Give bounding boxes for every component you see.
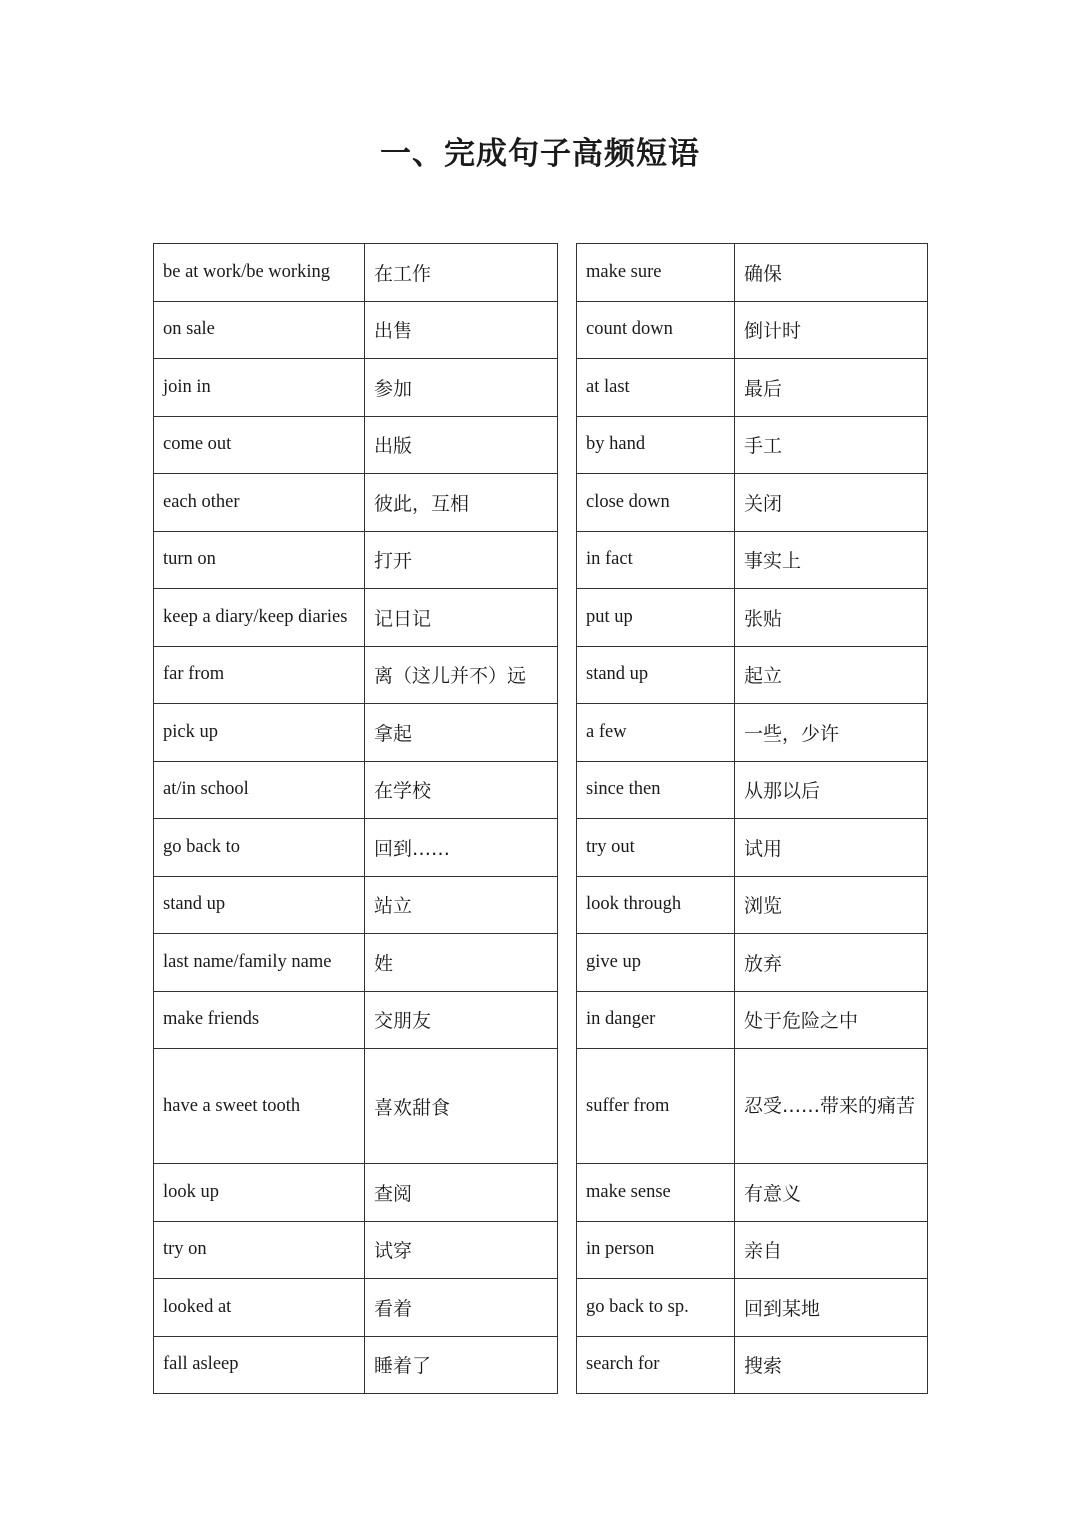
- table-row: [577, 1164, 928, 1222]
- phrase-english: join in: [154, 359, 365, 417]
- table-row: [154, 704, 558, 762]
- phrase-chinese: 起立: [735, 646, 928, 704]
- right-phrase-body: [577, 244, 928, 1394]
- phrase-english: at last: [577, 359, 735, 417]
- phrase-english: at/in school: [154, 761, 365, 819]
- phrase-english: be at work/be working: [154, 244, 365, 302]
- table-row: [577, 646, 928, 704]
- phrase-chinese: 放弃: [735, 934, 928, 992]
- phrase-chinese: 拿起: [365, 704, 558, 762]
- phrase-chinese: 交朋友: [365, 991, 558, 1049]
- left-phrase-body: [154, 244, 558, 1394]
- table-row: [577, 876, 928, 934]
- phrase-english: look up: [154, 1164, 365, 1222]
- phrase-english: fall asleep: [154, 1336, 365, 1394]
- table-row: [154, 301, 558, 359]
- left-phrase-table: [153, 243, 558, 1394]
- phrase-english: keep a diary/keep diaries: [154, 589, 365, 647]
- phrase-chinese: 张贴: [735, 589, 928, 647]
- phrase-english: search for: [577, 1336, 735, 1394]
- phrase-english: close down: [577, 474, 735, 532]
- phrase-chinese: 站立: [365, 876, 558, 934]
- phrase-english: looked at: [154, 1279, 365, 1337]
- table-row: [154, 1164, 558, 1222]
- table-row: [154, 876, 558, 934]
- phrase-english: by hand: [577, 416, 735, 474]
- phrase-english: go back to sp.: [577, 1279, 735, 1337]
- table-row: [577, 416, 928, 474]
- phrase-chinese: 参加: [365, 359, 558, 417]
- phrase-english: in fact: [577, 531, 735, 589]
- phrase-chinese: 处于危险之中: [735, 991, 928, 1049]
- table-row: [154, 991, 558, 1049]
- table-row: [577, 1336, 928, 1394]
- page-title: 一、完成句子高频短语: [380, 136, 700, 172]
- phrase-english: in danger: [577, 991, 735, 1049]
- phrase-chinese: 忍受……带来的痛苦: [735, 1049, 928, 1164]
- phrase-english: in person: [577, 1221, 735, 1279]
- phrase-english: make sense: [577, 1164, 735, 1222]
- table-row: [577, 934, 928, 992]
- phrase-chinese: 一些，少许: [735, 704, 928, 762]
- phrase-chinese: 查阅: [365, 1164, 558, 1222]
- phrase-english: give up: [577, 934, 735, 992]
- phrase-english: put up: [577, 589, 735, 647]
- table-row: [577, 244, 928, 302]
- phrase-english: go back to: [154, 819, 365, 877]
- phrase-english: look through: [577, 876, 735, 934]
- table-row: [577, 301, 928, 359]
- phrase-english: on sale: [154, 301, 365, 359]
- table-row: [577, 991, 928, 1049]
- phrase-english: last name/family name: [154, 934, 365, 992]
- phrase-chinese: 手工: [735, 416, 928, 474]
- phrase-chinese: 试用: [735, 819, 928, 877]
- table-row: [154, 819, 558, 877]
- table-row: [577, 704, 928, 762]
- phrase-chinese: 搜索: [735, 1336, 928, 1394]
- phrase-chinese: 离（这儿并不）远: [365, 646, 558, 704]
- phrase-english: a few: [577, 704, 735, 762]
- phrase-english: try on: [154, 1221, 365, 1279]
- phrase-english: each other: [154, 474, 365, 532]
- phrase-chinese: 最后: [735, 359, 928, 417]
- phrase-english: make friends: [154, 991, 365, 1049]
- phrase-english: since then: [577, 761, 735, 819]
- phrase-chinese: 亲自: [735, 1221, 928, 1279]
- phrase-chinese: 彼此，互相: [365, 474, 558, 532]
- phrase-chinese: 倒计时: [735, 301, 928, 359]
- phrase-english: stand up: [154, 876, 365, 934]
- phrase-chinese: 姓: [365, 934, 558, 992]
- table-row: [577, 1049, 928, 1164]
- phrase-chinese: 记日记: [365, 589, 558, 647]
- table-row: [577, 359, 928, 417]
- table-row: [577, 1221, 928, 1279]
- phrase-chinese: 回到某地: [735, 1279, 928, 1337]
- table-row: [577, 1279, 928, 1337]
- phrase-chinese: 看着: [365, 1279, 558, 1337]
- table-row: [154, 1049, 558, 1164]
- right-phrase-table: [576, 243, 928, 1394]
- phrase-english: try out: [577, 819, 735, 877]
- phrase-chinese: 在工作: [365, 244, 558, 302]
- table-row: [577, 819, 928, 877]
- phrase-chinese: 关闭: [735, 474, 928, 532]
- table-row: [154, 589, 558, 647]
- table-row: [577, 589, 928, 647]
- phrase-chinese: 回到……: [365, 819, 558, 877]
- phrase-chinese: 在学校: [365, 761, 558, 819]
- table-row: [154, 244, 558, 302]
- table-row: [577, 531, 928, 589]
- phrase-english: far from: [154, 646, 365, 704]
- phrase-chinese: 浏览: [735, 876, 928, 934]
- table-row: [154, 934, 558, 992]
- table-row: [154, 1221, 558, 1279]
- phrase-english: suffer from: [577, 1049, 735, 1164]
- phrase-chinese: 出售: [365, 301, 558, 359]
- table-row: [154, 474, 558, 532]
- phrase-chinese: 从那以后: [735, 761, 928, 819]
- phrase-english: count down: [577, 301, 735, 359]
- table-row: [154, 416, 558, 474]
- phrase-english: have a sweet tooth: [154, 1049, 365, 1164]
- table-row: [154, 761, 558, 819]
- phrase-english: stand up: [577, 646, 735, 704]
- phrase-chinese: 有意义: [735, 1164, 928, 1222]
- phrase-chinese: 出版: [365, 416, 558, 474]
- table-row: [577, 474, 928, 532]
- table-row: [154, 1336, 558, 1394]
- phrase-chinese: 试穿: [365, 1221, 558, 1279]
- phrase-chinese: 喜欢甜食: [365, 1049, 558, 1164]
- table-row: [154, 1279, 558, 1337]
- table-row: [577, 761, 928, 819]
- phrase-english: pick up: [154, 704, 365, 762]
- phrase-chinese: 确保: [735, 244, 928, 302]
- table-row: [154, 531, 558, 589]
- table-row: [154, 646, 558, 704]
- phrase-chinese: 睡着了: [365, 1336, 558, 1394]
- phrase-english: come out: [154, 416, 365, 474]
- phrase-english: turn on: [154, 531, 365, 589]
- phrase-chinese: 打开: [365, 531, 558, 589]
- phrase-english: make sure: [577, 244, 735, 302]
- phrase-chinese: 事实上: [735, 531, 928, 589]
- table-row: [154, 359, 558, 417]
